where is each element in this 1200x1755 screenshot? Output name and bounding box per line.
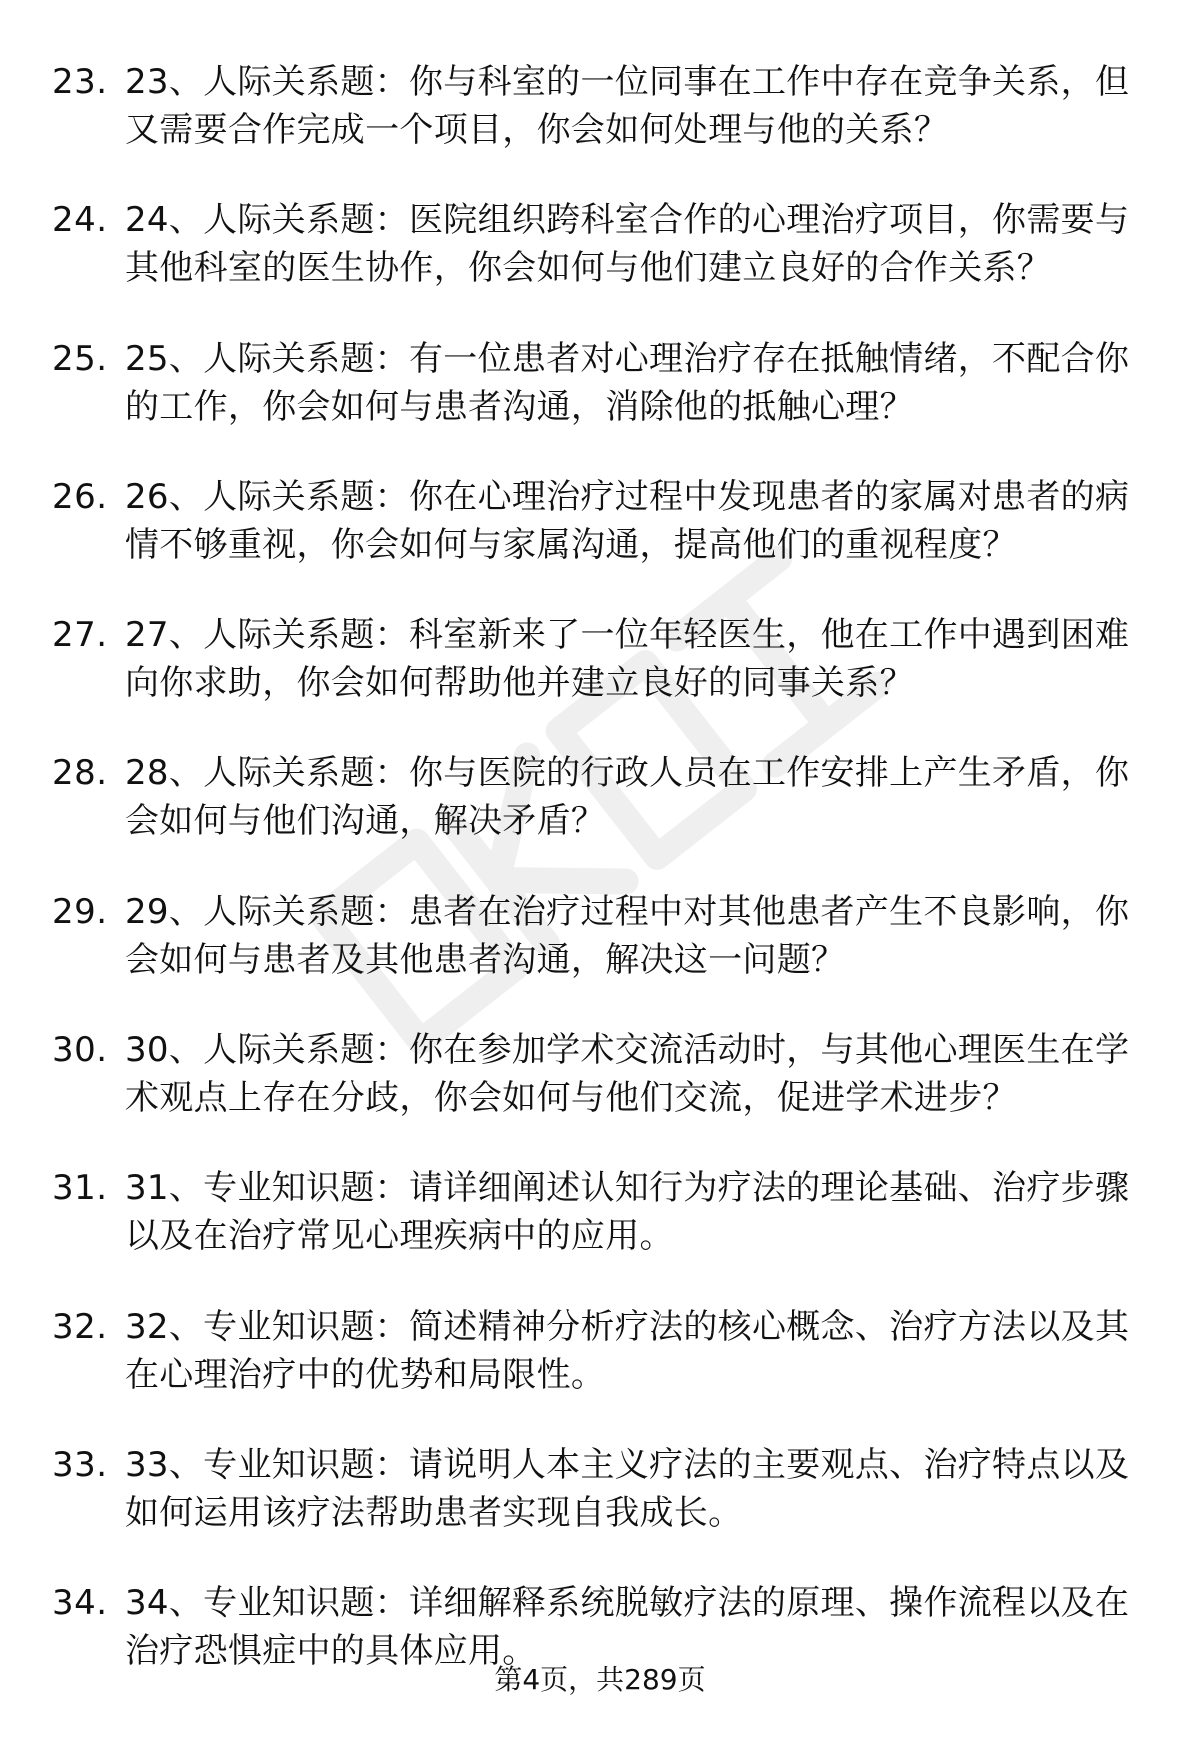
question-item bbox=[52, 58, 1152, 154]
question-number: 28. bbox=[52, 753, 108, 794]
question-text: 32、专业知识题：简述精神分析疗法的核心概念、治疗方法以及其在心理治疗中的优势和局限性。 bbox=[125, 1306, 1130, 1395]
question-number: 23. bbox=[52, 62, 108, 102]
question-item bbox=[52, 1579, 1152, 1675]
question-text: 27、人际关系题：科室新来了一位年轻医生，他在工作中遇到困难向你求助，你会如何帮助他并建立良好的同事关系？ bbox=[125, 615, 1130, 704]
page-number-label: 第4页，共289页 bbox=[494, 1663, 706, 1696]
question-number: 33. bbox=[52, 1444, 108, 1485]
question-item bbox=[52, 473, 1152, 569]
question-number: 25. bbox=[52, 338, 108, 379]
question-text: 33、专业知识题：请说明人本主义疗法的主要观点、治疗特点以及如何运用该疗法帮助患者实现自我成长。 bbox=[125, 1444, 1130, 1533]
question-text: 34、专业知识题：详细解释系统脱敏疗法的原理、操作流程以及在治疗恐惧症中的具体应用。 bbox=[125, 1583, 1130, 1672]
question-number: 34. bbox=[52, 1583, 108, 1624]
question-item bbox=[52, 611, 1152, 707]
question-number: 29. bbox=[52, 891, 108, 932]
question-number: 31. bbox=[52, 1168, 108, 1209]
question-text: 25、人际关系题：有一位患者对心理治疗存在抵触情绪，不配合你的工作，你会如何与患者沟通，消除他的抵触心理？ bbox=[125, 338, 1130, 427]
question-item bbox=[52, 196, 1152, 292]
question-number: 27. bbox=[52, 615, 108, 656]
question-text: 31、专业知识题：请详细阐述认知行为疗法的理论基础、治疗步骤以及在治疗常见心理疾病中的应用。 bbox=[125, 1168, 1130, 1257]
question-item bbox=[52, 1026, 1152, 1122]
question-text: 28、人际关系题：你与医院的行政人员在工作安排上产生矛盾，你会如何与他们沟通，解决矛盾？ bbox=[125, 753, 1130, 842]
question-item bbox=[52, 749, 1152, 845]
question-number: 32. bbox=[52, 1306, 108, 1347]
question-list bbox=[52, 58, 1152, 1718]
question-text: 30、人际关系题：你在参加学术交流活动时，与其他心理医生在学术观点上存在分歧，你会如何与他们交流，促进学术进步？ bbox=[125, 1030, 1130, 1119]
question-text: 26、人际关系题：你在心理治疗过程中发现患者的家属对患者的病情不够重视，你会如何与家属沟通，提高他们的重视程度？ bbox=[125, 476, 1130, 565]
question-item bbox=[52, 1164, 1152, 1260]
question-item bbox=[52, 888, 1152, 984]
question-number: 26. bbox=[52, 476, 108, 517]
question-item bbox=[52, 1441, 1152, 1537]
question-number: 24. bbox=[52, 200, 108, 241]
question-item bbox=[52, 335, 1152, 431]
question-text: 23、人际关系题：你与科室的一位同事在工作中存在竞争关系，但又需要合作完成一个项目，你会如何处理与他的关系？ bbox=[125, 62, 1130, 150]
question-item bbox=[52, 1303, 1152, 1399]
question-text: 24、人际关系题：医院组织跨科室合作的心理治疗项目，你需要与其他科室的医生协作，你会如何与他们建立良好的合作关系？ bbox=[125, 200, 1130, 289]
question-number: 30. bbox=[52, 1030, 108, 1071]
page-footer bbox=[0, 1662, 1200, 1698]
question-text: 29、人际关系题：患者在治疗过程中对其他患者产生不良影响，你会如何与患者及其他患者沟通，解决这一问题？ bbox=[125, 891, 1130, 980]
